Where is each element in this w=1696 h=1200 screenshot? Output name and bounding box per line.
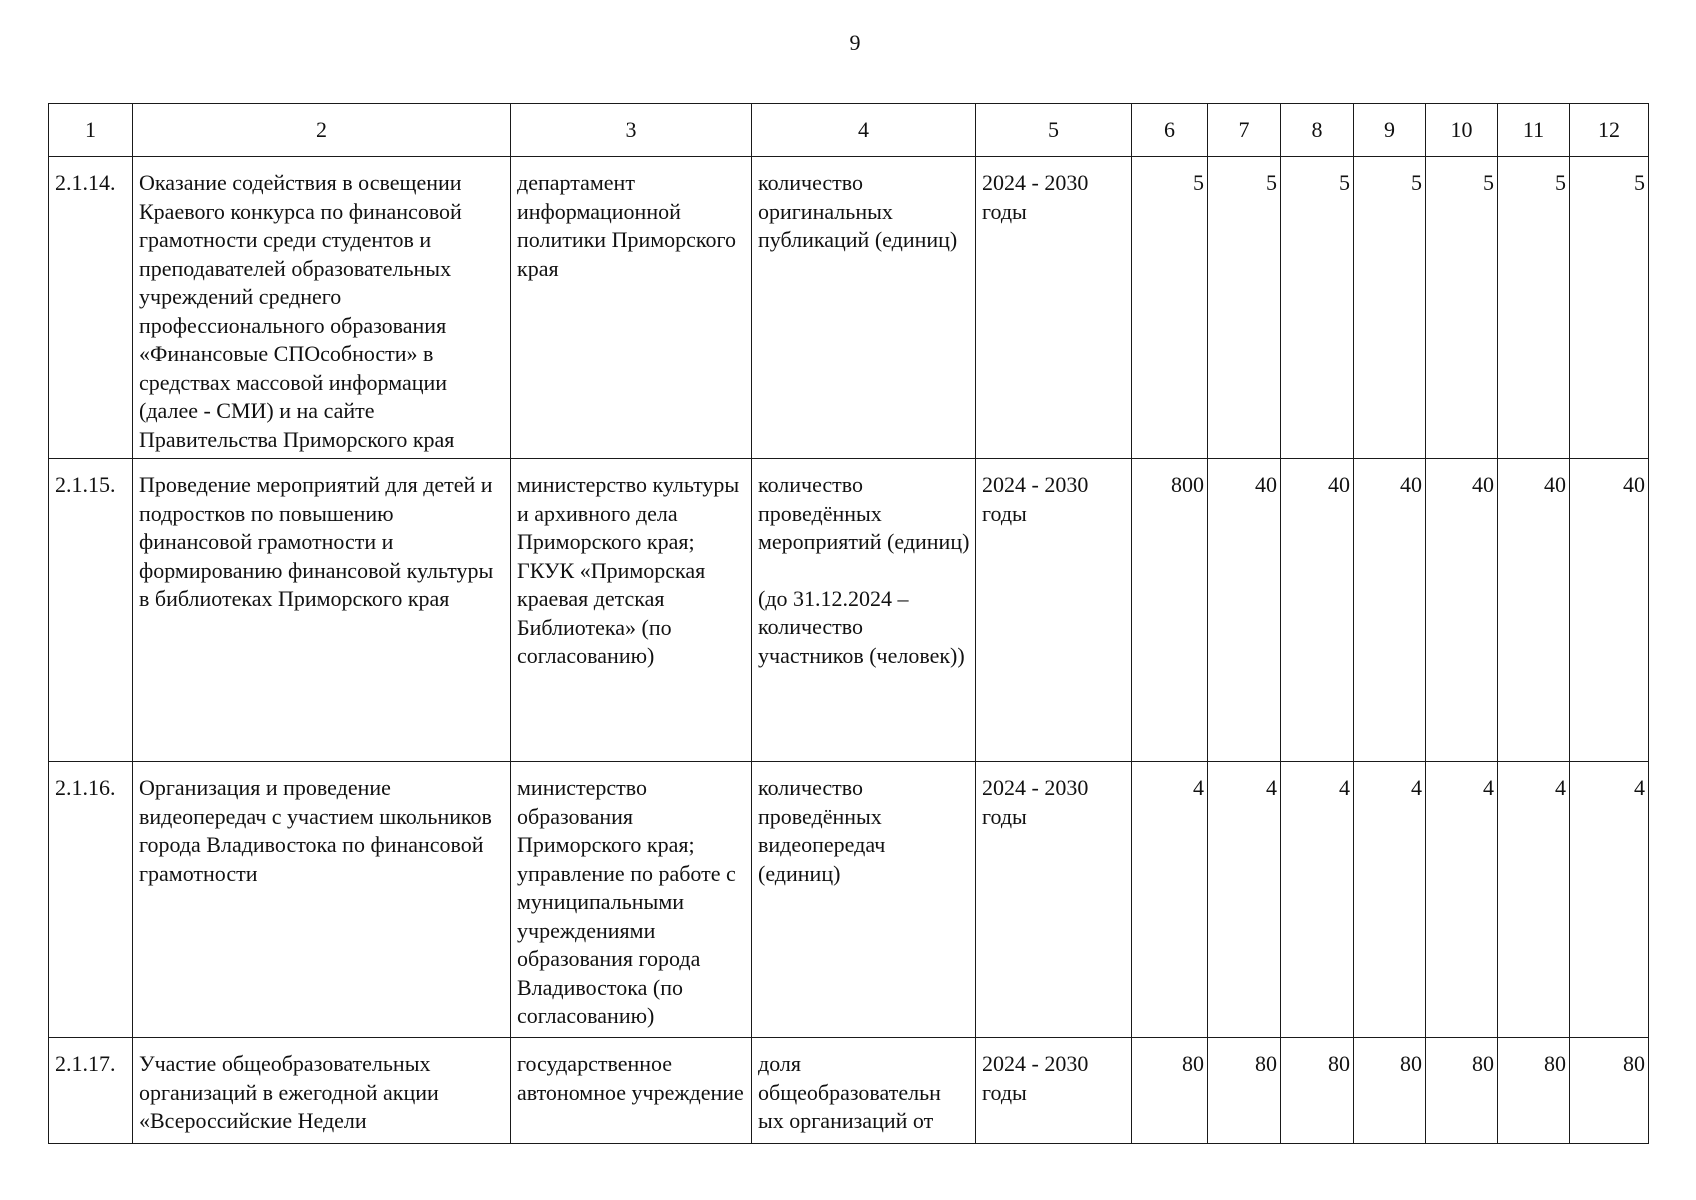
value-cell: 80 (1132, 1038, 1208, 1144)
value-cell: 80 (1426, 1038, 1498, 1144)
table-row (49, 762, 1649, 1038)
value-cell: 5 (1208, 157, 1281, 459)
activity-cell: Проведение мероприятий для детей и подростков по повышению финансовой грамотности и формированию финансовой культуры в библиотеках Приморского края (133, 459, 511, 762)
value-cell: 80 (1354, 1038, 1426, 1144)
value-cell: 5 (1426, 157, 1498, 459)
activity-cell: Организация и проведение видеопередач с участием школьников города Владивостока по финансовой грамотности (133, 762, 511, 1038)
value-cell: 4 (1426, 762, 1498, 1038)
plan-table (48, 103, 1649, 1144)
indicator-cell (752, 1038, 976, 1144)
table-row (49, 1038, 1649, 1144)
table-header-row (49, 104, 1649, 157)
period-cell: 2024 - 2030 годы (976, 762, 1132, 1038)
value-cell: 80 (1570, 1038, 1649, 1144)
indicator-text: количество проведённых видеопередач (единиц) (758, 775, 886, 886)
indicator-cell (752, 459, 976, 762)
value-cell: 40 (1208, 459, 1281, 762)
responsible-cell: министерство образования Приморского края; управление по работе с муниципальными учреждениями образования города Владивостока (по согласованию) (511, 762, 752, 1038)
header-cell: 1 (49, 104, 133, 157)
indicator-text: количество оригинальных публикаций (единиц) (758, 170, 958, 252)
header-cell: 12 (1570, 104, 1649, 157)
value-cell: 80 (1208, 1038, 1281, 1144)
header-cell: 2 (133, 104, 511, 157)
value-cell: 5 (1281, 157, 1354, 459)
responsible-cell: государственное автономное учреждение (511, 1038, 752, 1144)
row-number: 2.1.14. (49, 157, 133, 459)
activity-cell: Оказание содействия в освещении Краевого конкурса по финансовой грамотности среди студентов и преподавателей образовательных учреждений среднего профессионального образования «Финансовые СПОсобности» в средствах массовой информации (далее - СМИ) и на сайте Правительства Приморского края (133, 157, 511, 459)
value-cell: 5 (1132, 157, 1208, 459)
value-cell: 4 (1208, 762, 1281, 1038)
page-number: 9 (849, 30, 861, 55)
value-cell: 4 (1498, 762, 1570, 1038)
row-number: 2.1.17. (49, 1038, 133, 1144)
indicator-cell (752, 762, 976, 1038)
period-cell: 2024 - 2030 годы (976, 459, 1132, 762)
header-cell: 10 (1426, 104, 1498, 157)
indicator-cell (752, 157, 976, 459)
value-cell: 4 (1281, 762, 1354, 1038)
header-cell: 6 (1132, 104, 1208, 157)
value-cell: 5 (1570, 157, 1649, 459)
value-cell: 80 (1498, 1038, 1570, 1144)
row-number: 2.1.16. (49, 762, 133, 1038)
row-number: 2.1.15. (49, 459, 133, 762)
period-cell: 2024 - 2030 годы (976, 157, 1132, 459)
header-cell: 8 (1281, 104, 1354, 157)
value-cell: 5 (1498, 157, 1570, 459)
value-cell: 40 (1426, 459, 1498, 762)
value-cell: 40 (1354, 459, 1426, 762)
value-cell: 4 (1570, 762, 1649, 1038)
responsible-cell: департамент информационной политики Приморского края (511, 157, 752, 459)
header-cell: 7 (1208, 104, 1281, 157)
value-cell: 40 (1570, 459, 1649, 762)
value-cell: 800 (1132, 459, 1208, 762)
value-cell: 4 (1354, 762, 1426, 1038)
header-cell: 5 (976, 104, 1132, 157)
indicator-note: (до 31.12.2024 – количество участников (человек)) (758, 585, 965, 668)
responsible-cell: министерство культуры и архивного дела Приморского края; ГКУК «Приморская краевая детская Библиотека» (по согласованию) (511, 459, 752, 762)
value-cell: 80 (1281, 1038, 1354, 1144)
value-cell: 40 (1498, 459, 1570, 762)
value-cell: 5 (1354, 157, 1426, 459)
period-cell: 2024 - 2030 годы (976, 1038, 1132, 1144)
header-cell: 3 (511, 104, 752, 157)
indicator-text: доля общеобразовательн ых организаций от (758, 1051, 941, 1133)
table-row (49, 157, 1649, 459)
value-cell: 4 (1132, 762, 1208, 1038)
header-cell: 11 (1498, 104, 1570, 157)
header-cell: 9 (1354, 104, 1426, 157)
indicator-text: количество проведённых мероприятий (единиц) (758, 472, 970, 554)
value-cell: 40 (1281, 459, 1354, 762)
activity-cell: Участие общеобразовательных организаций в ежегодной акции «Всероссийские Недели (133, 1038, 511, 1144)
table-row (49, 459, 1649, 762)
header-cell: 4 (752, 104, 976, 157)
